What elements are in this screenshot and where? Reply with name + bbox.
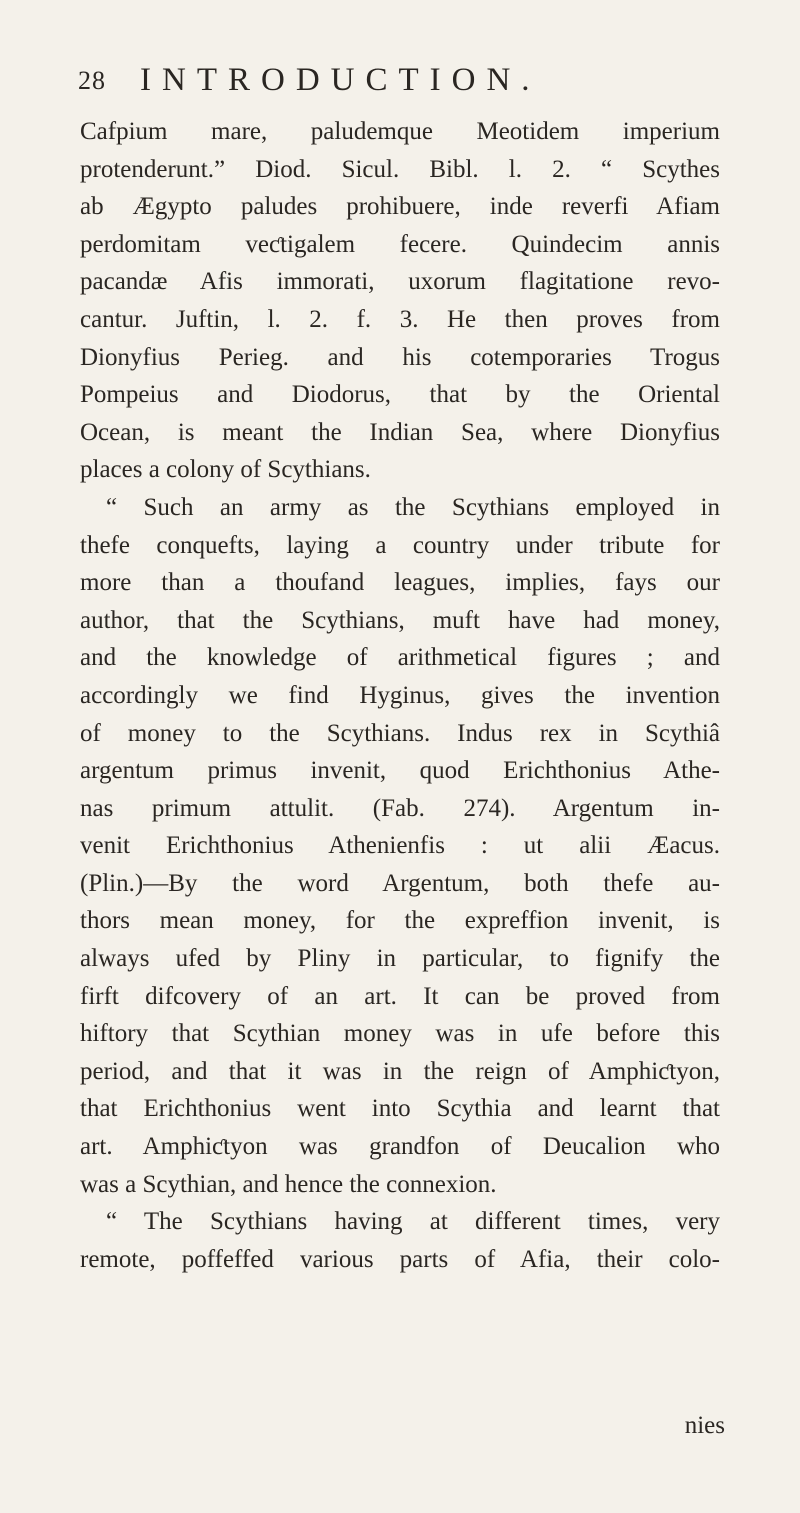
text-line: “ Such an army as the Scythians employed in: [106, 493, 720, 521]
body-text: [80, 113, 720, 1278]
text-line: was a Scythian, and hence the connexion.: [80, 1170, 497, 1198]
text-line: remote, poffeffed various parts of Afia, their colo-: [80, 1245, 720, 1273]
running-head: INTRODUCTION.: [140, 62, 541, 98]
catchword: nies: [684, 1412, 725, 1439]
text-line: more than a thoufand leagues, implies, fays our: [80, 569, 720, 597]
text-line: argentum primus invenit, quod Erichthonius Athe-: [80, 757, 720, 785]
text-line: places a colony of Scythians.: [80, 456, 371, 484]
page-header: [0, 62, 800, 102]
text-line: ab Ægypto paludes prohibuere, inde reverfi Afiam: [80, 193, 720, 221]
text-line: period, and that it was in the reign of Amphiƈtyon,: [80, 1057, 720, 1085]
text-line: accordingly we find Hyginus, gives the invention: [80, 681, 720, 709]
text-line: Ocean, is meant the Indian Sea, where Dionyfius: [80, 418, 720, 446]
text-line: thefe conquefts, laying a country under tribute for: [80, 531, 720, 559]
text-line: perdomitam veƈtigalem fecere. Quindecim annis: [80, 230, 720, 258]
text-line: Cafpium mare, paludemque Meotidem imperium: [80, 118, 720, 145]
text-line: firft difcovery of an art. It can be proved from: [80, 982, 720, 1010]
text-line: cantur. Juftin, l. 2. f. 3. He then proves from: [80, 305, 720, 333]
text-line: Pompeius and Diodorus, that by the Oriental: [80, 381, 720, 409]
text-line: of money to the Scythians. Indus rex in Scythiâ: [80, 719, 720, 747]
text-line: “ The Scythians having at different times, very: [106, 1208, 720, 1236]
text-line: always ufed by Pliny in particular, to fignify the: [80, 945, 720, 973]
text-line: nas primum attulit. (Fab. 274). Argentum in-: [80, 794, 720, 822]
text-line: (Plin.)—By the word Argentum, both thefe au-: [80, 869, 720, 897]
text-line: hiftory that Scythian money was in ufe before this: [80, 1020, 720, 1048]
text-line: protenderunt.” Diod. Sicul. Bibl. l. 2. “ Scythes: [80, 155, 720, 183]
text-line: author, that the Scythians, muft have had money,: [80, 606, 720, 634]
text-line: art. Amphiƈtyon was grandfon of Deucalion who: [80, 1133, 720, 1161]
text-line: and the knowledge of arithmetical figures ; and: [80, 644, 720, 672]
text-line: pacandæ Afis immorati, uxorum flagitatione revo-: [80, 268, 720, 296]
text-line: that Erichthonius went into Scythia and learnt that: [80, 1095, 720, 1123]
text-line: venit Erichthonius Athenienfis : ut alii Æacus.: [80, 832, 720, 860]
text-line: Dionyfius Perieg. and his cotemporaries Trogus: [80, 343, 720, 371]
text-line: thors mean money, for the expreffion invenit, is: [80, 907, 720, 935]
page-number: 28: [78, 66, 106, 95]
